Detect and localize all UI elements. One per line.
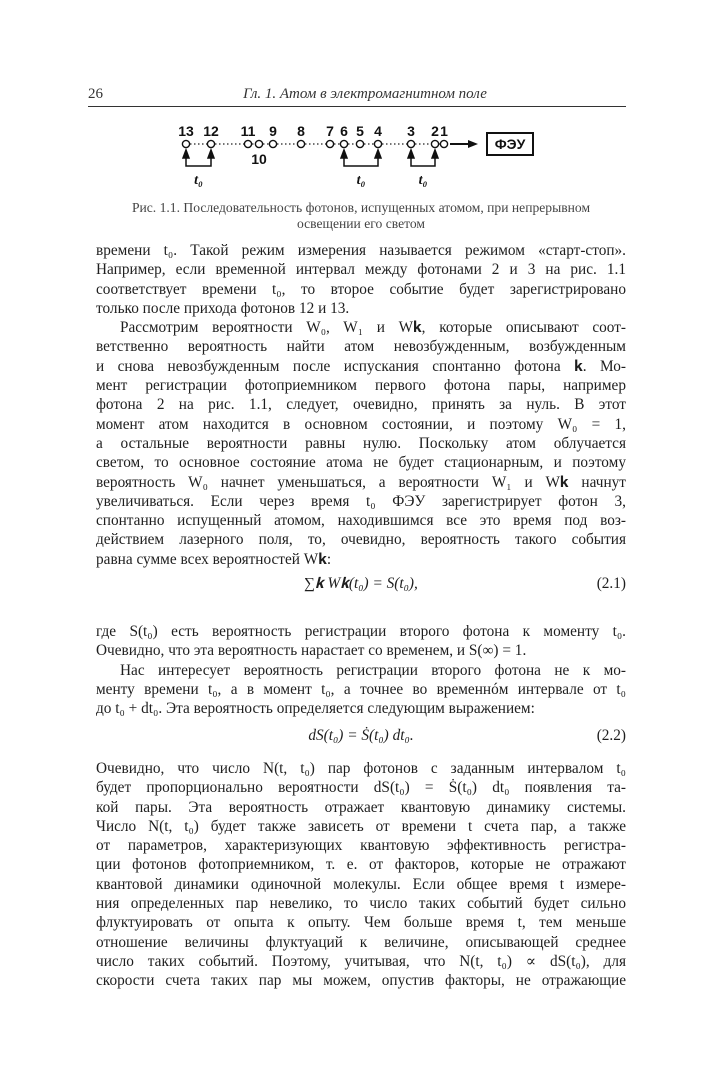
interval-brackets (183, 150, 438, 166)
photon-circle (207, 140, 214, 147)
interval-label: t₀ (418, 173, 428, 188)
equation-expression: dS(t₀) = Ṡ(t₀) dt₀. (308, 727, 414, 744)
photon-circle (326, 140, 333, 147)
photon-label: 4 (374, 123, 382, 139)
running-title: Гл. 1. Атом в электромагнитном поле (243, 86, 487, 102)
text-line: вероятность W₀ начнет уменьшаться, а вероятности W₁ и W𝐤 начнут (96, 473, 626, 491)
text-line: Очевидно, что число N(t, t₀) пар фотонов с заданным интервалом t₀ (96, 760, 626, 777)
photon-label: 3 (407, 123, 415, 139)
text-block-b (96, 622, 626, 718)
text-line: скорости счета таких пар мы можем, опустив факторы, не отражающие (96, 972, 626, 990)
interval-label: t₀ (356, 173, 366, 188)
photon-circle (340, 140, 347, 147)
text-line: ции фотонов фотоприемником, т. е. от факторов, которые не отражают (96, 856, 626, 874)
photon-label: 13 (178, 123, 194, 139)
text-line: будет пропорционально вероятности dS(t₀) = Ṡ(t₀) dt₀ появления та- (96, 779, 626, 797)
detector-label: ФЭУ (494, 136, 526, 152)
photon-label: 11 (240, 123, 256, 139)
photon-label: 6 (340, 123, 348, 139)
text-line: только после прихода фотонов 12 и 13. (96, 299, 350, 317)
text-line: увеличиваться. Если через время t₀ ФЭУ зарегистрирует фотон 3, (96, 492, 626, 510)
photon-circle (356, 140, 363, 147)
text-line: где S(t₀) есть вероятность регистрации второго фотона к моменту t₀. (96, 623, 626, 640)
text-line: времени t₀. Такой режим измерения называется режимом «старт-стоп». (96, 242, 626, 259)
text-line: ветственно вероятность найти атом невозбужденным, возбужденным (96, 338, 626, 356)
arrow-up-icon (408, 150, 414, 158)
interval-label: t₀ (194, 173, 203, 188)
arrow-up-icon (432, 150, 438, 158)
text-line: а остальные вероятности равны нулю. Поскольку атом облучается (96, 434, 626, 452)
photon-circle (255, 140, 262, 147)
photon-circle (374, 140, 381, 147)
text-line: от параметров, характеризующих квантовую эффективность регистра- (96, 837, 626, 855)
photon-circle (407, 140, 414, 147)
equation-expression: ∑𝐤 W𝐤(t₀) = S(t₀), (304, 575, 418, 592)
text-line: Очевидно, что эта вероятность нарастает со временем, и S(∞) = 1. (96, 642, 527, 660)
interval-bracket (411, 152, 435, 166)
text-line: Рассмотрим вероятности W₀, W₁ и W𝐤, которые описывают соот- (120, 319, 626, 337)
text-line: равна сумме всех вероятностей W𝐤: (96, 550, 332, 568)
interval-bracket (344, 152, 378, 166)
photon-circle (440, 140, 447, 147)
header-rule (88, 106, 626, 107)
arrow-up-icon (375, 150, 381, 158)
equation-number: (2.2) (596, 727, 626, 744)
text-line: соответствует времени t₀, то второе событие будет зарегистрировано (96, 280, 626, 298)
photon-label: 12 (203, 123, 219, 139)
photon-circle (269, 140, 276, 147)
text-line: Нас интересует вероятность регистрации второго фотона не к мо- (120, 661, 626, 679)
arrow-up-icon (183, 150, 189, 158)
photon-circles (182, 140, 447, 147)
text-line: Например, если временной интервал между фотонами 2 и 3 на рис. 1.1 (96, 261, 626, 279)
equation-2-1 (96, 572, 626, 596)
text-line: кой пары. Эта вероятность отражает квантовую динамику системы. (96, 798, 626, 816)
caption-line: Рис. 1.1. Последовательность фотонов, испущенных атомом, при непрерывном (131, 200, 591, 215)
equation-2-2 (96, 724, 626, 748)
photon-label: 5 (356, 123, 364, 139)
photon-label: 8 (297, 123, 305, 139)
photon-circle (431, 140, 438, 147)
photon-label: 2 (431, 123, 439, 139)
text-line: спонтанно испущенный атомом, находившимся все это время под воз- (96, 512, 626, 530)
photon-circle (182, 140, 189, 147)
photon-label: 9 (269, 123, 277, 139)
interval-bracket (186, 152, 211, 166)
text-line: действием лазерного поля, то, очевидно, вероятность такого события (96, 531, 626, 549)
text-line: до t₀ + dt₀. Эта вероятность определяется следующим выражением: (96, 700, 535, 718)
text-line: мент регистрации фотоприемником первого фотона пары, например (96, 377, 626, 395)
photon-label: 1 (440, 123, 448, 139)
text-line: менту времени t₀, а в момент t₀, а точнее во временнóм интервале от t₀ (96, 680, 626, 698)
text-line: ния определенных пар невелико, то число таких событий будет сильно (96, 895, 626, 913)
photon-label: 7 (326, 123, 334, 139)
equation-number: (2.1) (596, 575, 626, 592)
text-line: фотона 2 на рис. 1.1, следует, очевидно, принять за нуль. В этот (96, 396, 626, 414)
caption-line: освещении его светом (296, 216, 426, 231)
text-line: момент атом находится в основном состоянии, и поэтому W₀ = 1, (96, 415, 626, 433)
arrow-up-icon (208, 150, 214, 158)
text-block-c (96, 759, 626, 991)
text-line: число таких событий. Поэтому, учитывая, что N(t, t₀) ∝ dS(t₀), для (96, 952, 626, 970)
photon-sequence-figure (0, 110, 720, 190)
arrow-head-icon (468, 140, 478, 148)
arrow-up-icon (341, 150, 347, 158)
text-line: отношение величины флуктуаций к величине, описывающей среднее (96, 933, 626, 951)
figure-caption (96, 200, 626, 232)
photon-label: 10 (251, 151, 267, 167)
text-block-a (96, 241, 626, 569)
text-line: Число N(t, t₀) будет также зависеть от времени t счета пар, а также (96, 817, 626, 835)
page-number: 26 (88, 86, 103, 102)
text-line: квантовой динамики одиночной молекулы. Если общее время t измере- (96, 875, 626, 893)
photon-circle (244, 140, 251, 147)
text-line: флуктуировать от опыта к опыту. Чем больше время t, тем меньше (96, 914, 626, 932)
photon-circle (297, 140, 304, 147)
text-line: и снова невозбужденным после испускания спонтанно фотона 𝐤. Мо- (96, 357, 626, 375)
text-line: светом, то основное состояние атома не будет стационарным, и поэтому (96, 454, 626, 472)
